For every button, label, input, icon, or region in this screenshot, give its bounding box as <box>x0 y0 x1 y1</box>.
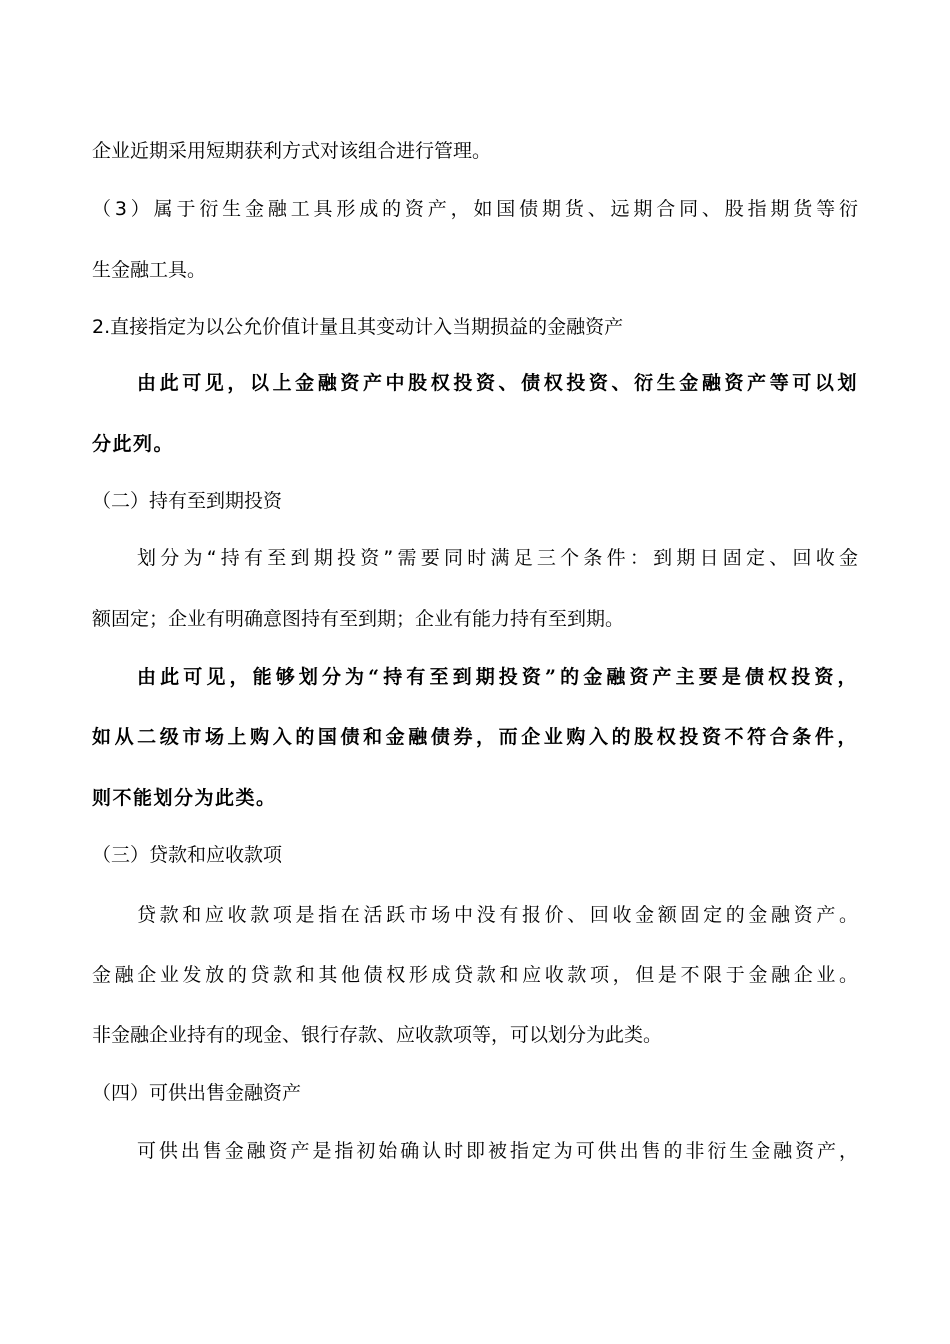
paragraph-line: 分此列。 <box>92 433 175 455</box>
paragraph-line: 如从二级市场上购入的国债和金融债券，而企业购入的股权投资不符合条件， <box>92 726 858 748</box>
paragraph-line: 金融企业发放的贷款和其他债权形成贷款和应收款项，但是不限于金融企业。 <box>92 964 858 986</box>
paragraph-line: 划分为“持有至到期投资”需要同时满足三个条件：到期日固定、回收金 <box>137 547 858 569</box>
section-heading: （三）贷款和应收款项 <box>92 844 283 866</box>
paragraph-line: 则不能划分为此类。 <box>92 787 277 809</box>
paragraph-line: 额固定；企业有明确意图持有至到期；企业有能力持有至到期。 <box>92 608 625 630</box>
paragraph-line: 由此可见，以上金融资产中股权投资、债权投资、衍生金融资产等可以划 <box>137 372 858 394</box>
paragraph-line: 生金融工具。 <box>92 259 207 281</box>
paragraph-line: （3）属于衍生金融工具形成的资产，如国债期货、远期合同、股指期货等衍 <box>92 198 858 220</box>
paragraph-line: 贷款和应收款项是指在活跃市场中没有报价、回收金额固定的金融资产。 <box>137 904 858 926</box>
section-heading: （二）持有至到期投资 <box>92 490 283 512</box>
paragraph-line: 由此可见，能够划分为“持有至到期投资”的金融资产主要是债权投资， <box>137 666 858 688</box>
section-heading: 2.直接指定为以公允价值计量且其变动计入当期损益的金融资产 <box>92 316 624 338</box>
section-heading: （四）可供出售金融资产 <box>92 1082 302 1104</box>
paragraph-line: 非金融企业持有的现金、银行存款、应收款项等，可以划分为此类。 <box>92 1024 663 1046</box>
paragraph-line: 企业近期采用短期获利方式对该组合进行管理。 <box>92 140 492 162</box>
paragraph-line: 可供出售金融资产是指初始确认时即被指定为可供出售的非衍生金融资产， <box>137 1140 858 1162</box>
